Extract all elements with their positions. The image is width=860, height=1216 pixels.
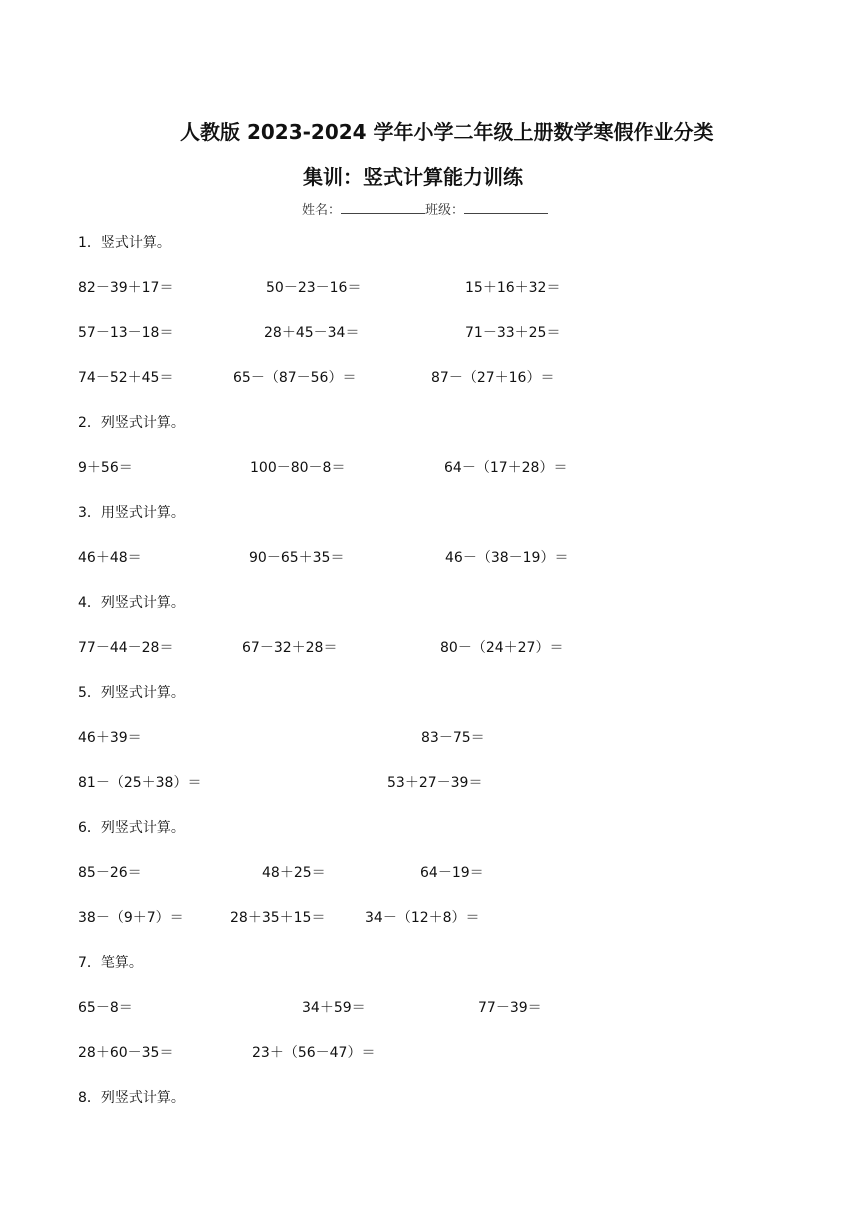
expression: 65－8＝ [78, 1000, 133, 1016]
question-2-label: 2．列竖式计算。 [78, 415, 185, 431]
title-line-2: 集训：竖式计算能力训练 [303, 165, 523, 189]
question-5-label: 5．列竖式计算。 [78, 685, 185, 701]
expression: 81－（25＋38）＝ [78, 775, 202, 791]
name-blank[interactable] [341, 202, 425, 214]
title-line-1: 人教版 2023-2024 学年小学二年级上册数学寒假作业分类 [180, 120, 714, 144]
expression: 71－33＋25＝ [465, 325, 561, 341]
expression: 15＋16＋32＝ [465, 280, 561, 296]
expression: 50－23－16＝ [266, 280, 362, 296]
expression: 87－（27＋16）＝ [431, 370, 555, 386]
expression: 28＋60－35＝ [78, 1045, 174, 1061]
expression: 80－（24＋27）＝ [440, 640, 564, 656]
question-3-label: 3．用竖式计算。 [78, 505, 185, 521]
expression: 65－（87－56）＝ [233, 370, 357, 386]
expression: 85－26＝ [78, 865, 142, 881]
expression: 48＋25＝ [262, 865, 326, 881]
expression: 64－（17＋28）＝ [444, 460, 568, 476]
name-label: 姓名： [302, 203, 342, 218]
expression: 77－44－28＝ [78, 640, 174, 656]
class-blank[interactable] [464, 202, 548, 214]
expression: 90－65＋35＝ [249, 550, 345, 566]
expression: 34＋59＝ [302, 1000, 366, 1016]
expression: 9＋56＝ [78, 460, 133, 476]
expression: 28＋45－34＝ [264, 325, 360, 341]
expression: 83－75＝ [421, 730, 485, 746]
expression: 28＋35＋15＝ [230, 910, 326, 926]
expression: 46＋39＝ [78, 730, 142, 746]
expression: 34－（12＋8）＝ [365, 910, 480, 926]
question-6-label: 6．列竖式计算。 [78, 820, 185, 836]
expression: 46－（38－19）＝ [445, 550, 569, 566]
question-7-label: 7．笔算。 [78, 955, 143, 971]
student-info-line [302, 199, 548, 218]
question-1-label: 1．竖式计算。 [78, 235, 171, 251]
expression: 53＋27－39＝ [387, 775, 483, 791]
expression: 57－13－18＝ [78, 325, 174, 341]
expression: 100－80－8＝ [250, 460, 346, 476]
expression: 74－52＋45＝ [78, 370, 174, 386]
class-label: 班级： [425, 203, 465, 218]
expression: 64－19＝ [420, 865, 484, 881]
expression: 46＋48＝ [78, 550, 142, 566]
expression: 23＋（56－47）＝ [252, 1045, 376, 1061]
question-4-label: 4．列竖式计算。 [78, 595, 185, 611]
question-8-label: 8．列竖式计算。 [78, 1090, 185, 1106]
expression: 82－39＋17＝ [78, 280, 174, 296]
expression: 38－（9＋7）＝ [78, 910, 184, 926]
expression: 77－39＝ [478, 1000, 542, 1016]
expression: 67－32＋28＝ [242, 640, 338, 656]
